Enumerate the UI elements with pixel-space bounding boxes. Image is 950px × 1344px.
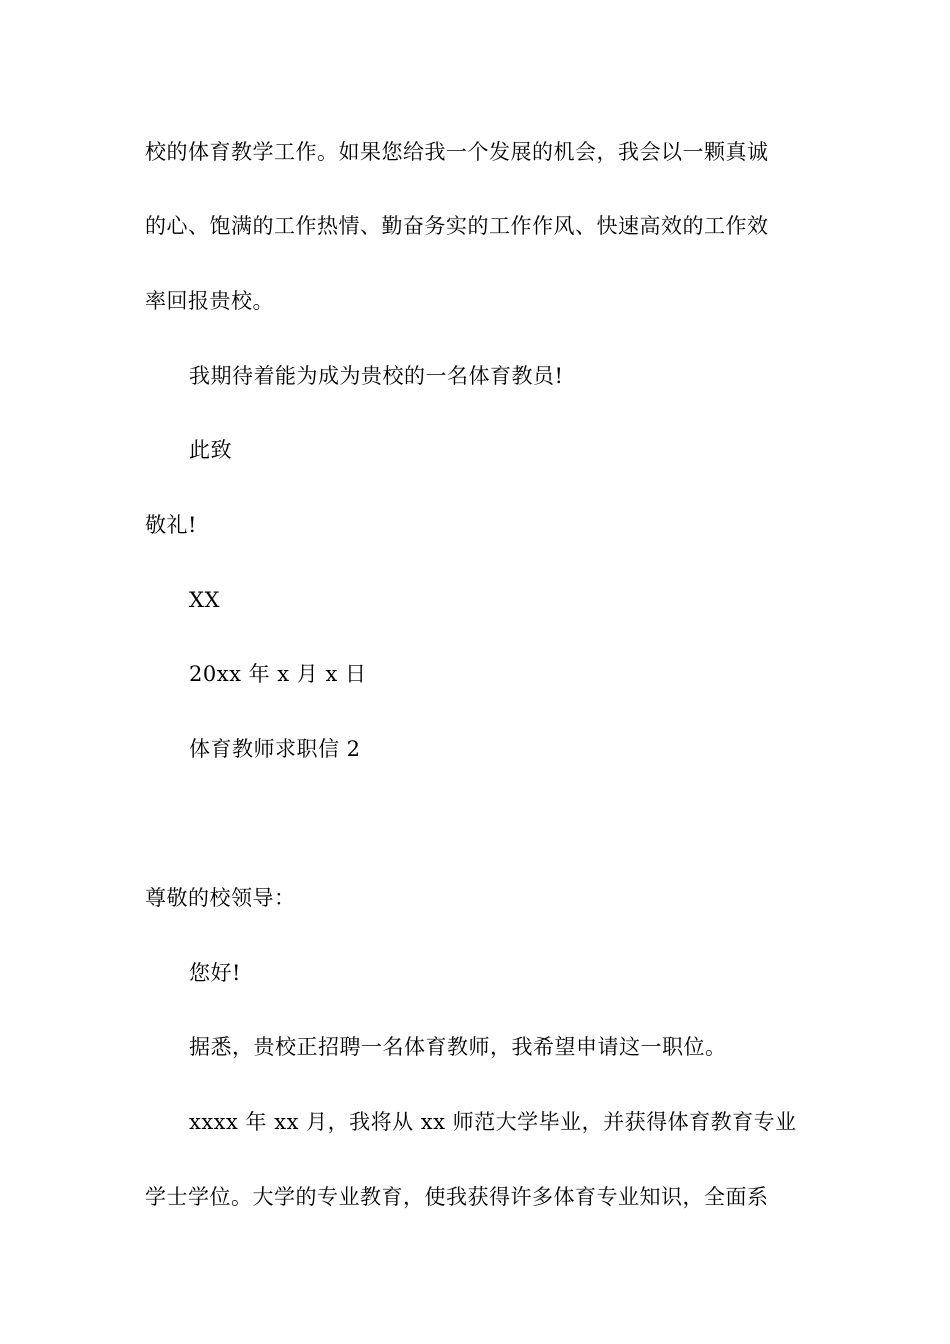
signature-name: XX bbox=[189, 588, 220, 612]
signature-date: 20xx 年 x 月 x 日 bbox=[189, 662, 367, 686]
salutation-regards: 敬礼! bbox=[145, 513, 197, 537]
body-text-line: 的心、饱满的工作热情、勤奋务实的工作作风、快速高效的工作效 bbox=[145, 214, 769, 238]
body-text-line: 据悉，贵校正招聘一名体育教师，我希望申请这一职位。 bbox=[189, 1035, 727, 1059]
body-text-line: xxxx 年 xx 月，我将从 xx 师范大学毕业，并获得体育教育专业 bbox=[189, 1110, 797, 1134]
body-text-line: 学士学位。大学的专业教育，使我获得许多体育专业知识，全面系 bbox=[145, 1185, 769, 1209]
closing-paragraph: 我期待着能为成为贵校的一名体育教员! bbox=[189, 364, 564, 388]
greeting-hello: 您好! bbox=[189, 961, 241, 985]
greeting-recipient: 尊敬的校领导： bbox=[145, 886, 296, 910]
section-heading: 体育教师求职信 2 bbox=[189, 737, 361, 761]
salutation-closing: 此致 bbox=[189, 438, 232, 462]
body-text-line: 率回报贵校。 bbox=[145, 289, 274, 313]
body-text-line: 校的体育教学工作。如果您给我一个发展的机会，我会以一颗真诚 bbox=[145, 140, 769, 164]
